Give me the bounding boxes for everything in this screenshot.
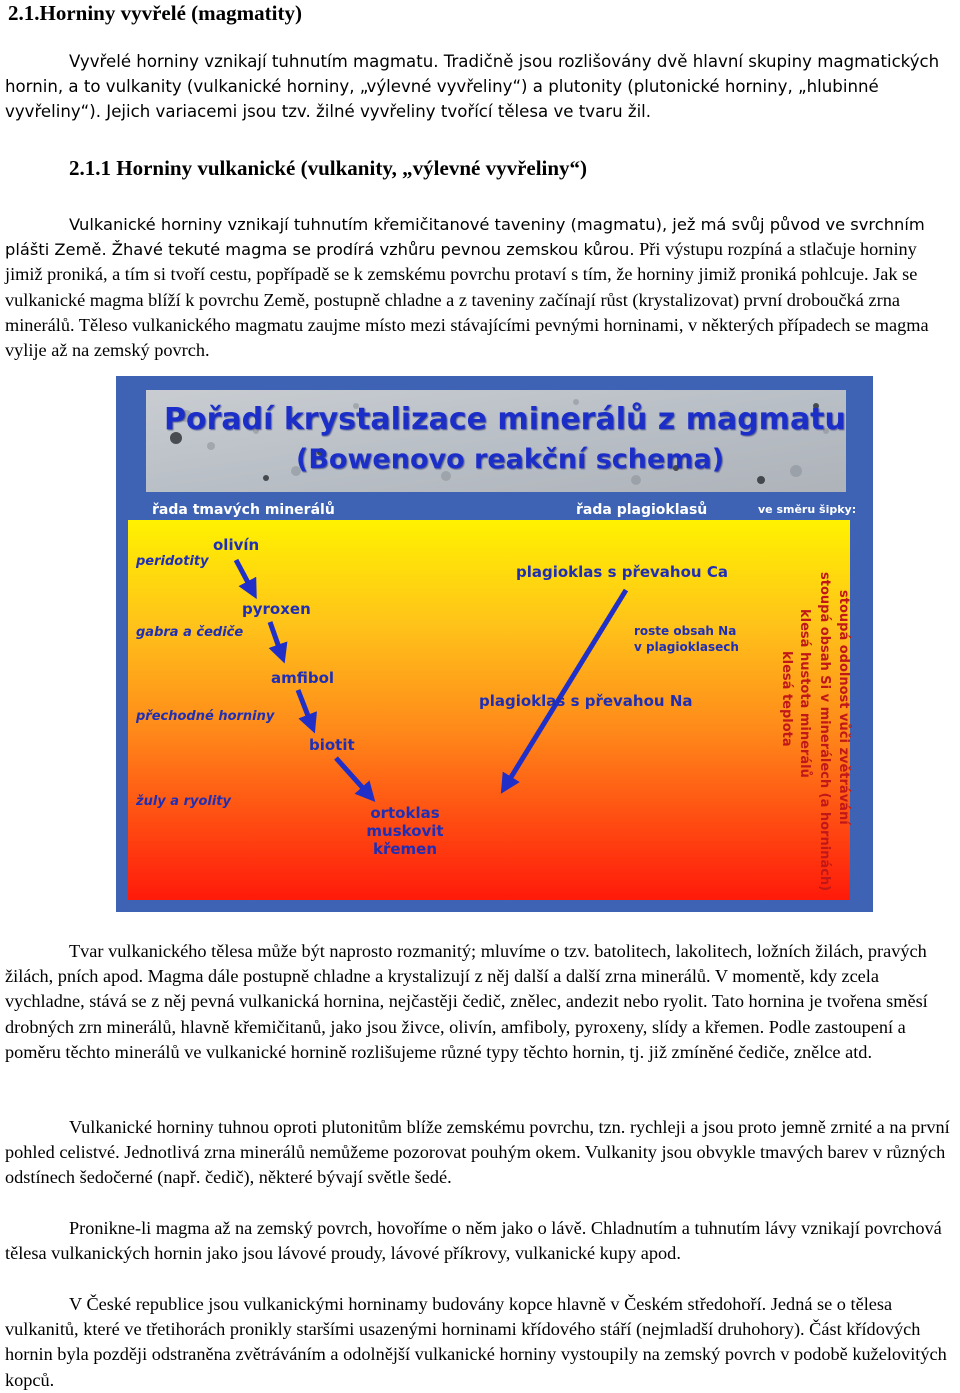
volcanic-paragraph-1-sans: Vulkanické horniny vznikají tuhnutím křemičitanové taveniny (magmatu), jež má svůj původ ve svrchním plášti Země. Žhavé tekuté magma se prodírá vzhůru pevnou zemskou kůrou.	[5, 215, 925, 260]
na-note-line1: roste obsah Na	[634, 624, 737, 638]
rock-label-zuly: žuly a ryolity	[136, 794, 231, 809]
final-mineral-labels	[366, 804, 443, 858]
rock-label-gabra: gabra a čediče	[136, 625, 244, 640]
arrow-direction-label: ve směru šipky:	[758, 503, 857, 516]
trend-si-content: stoupá obsah Si v minerálech (a horninách)	[817, 572, 832, 892]
subsection-heading: 2.1.1 Horniny vulkanické (vulkanity, „výlevné vyvřeliny“)	[69, 156, 588, 180]
trend-temperature: klesá teplota	[779, 651, 794, 747]
rock-label-prechodne: přechodné horniny	[136, 709, 275, 724]
volcanic-paragraph-5: V České republice jsou vulkanickými horninamy budovány kopce hlavně v Českém středohoří. Jedná se o tělesa vulkanitů, které ve třetihorách pronikly staršími usazenými horninami křídového stáří (nejmladší druhohory). Část křídových hornin byla později odstraněna zvětráváním a odolnější vulkanické horniny vystoupily na zemský povrch v podobě kuželovitých kopců.	[5, 1294, 947, 1390]
volcanic-paragraph-1	[5, 212, 957, 363]
na-note-line2: v plagioklasech	[634, 640, 739, 654]
volcanic-paragraph-1-serif: Při výstupu rozpíná a stlačuje horniny jimiž proniká, a tím si tvoří cestu, popřípadě se k zemskému povrchu protaví s tím, že horniny jimiž proniká pohlcuje. Jak se vulkanické magma blíží k povrchu Země, postupně chladne a z taveniny začínají růst (krystalizovat) první droboučká zrna minerálů. Těleso vulkanického magmatu zaujme místo mezi stávajícími pevnými horninami, v některých případech se magma vylije až na zemský povrch.	[5, 239, 929, 361]
dark-series-label: řada tmavých minerálů	[152, 502, 335, 518]
volcanic-paragraph-3: Vulkanické horniny tuhnou oproti plutonitům blíže zemskému povrchu, tzn. rychleji a jsou proto jemně zrnité a na první pohled celistvé. Jednotlivá zrna minerálů nemůžeme pozorovat pouhým okem. Vulkanity jsou obvykle tmavých barev v různých odstínech šedočerné (např. čedič), některé bývají světle šedé.	[5, 1117, 950, 1188]
mineral-pyroxen: pyroxen	[242, 600, 311, 618]
mineral-biotit: biotit	[309, 736, 355, 754]
mineral-kremen: křemen	[372, 840, 438, 858]
trend-density: klesá hustota minerálů	[797, 609, 812, 778]
volcanic-paragraph-4: Pronikne-li magma až na zemský povrch, hovoříme o něm jako o lávě. Chladnutím a tuhnutím lávy vznikají povrchová tělesa vulkanických hornin jako jsou lávové proudy, lávové příkrovy, vulkanické kupy apod.	[5, 1218, 942, 1264]
bowen-reaction-series-figure	[116, 376, 873, 912]
mineral-amfibol: amfibol	[271, 669, 335, 687]
section-heading: 2.1.Horniny vyvřelé (magmatity)	[8, 1, 302, 25]
mineral-ortoklas: ortoklas	[370, 804, 440, 822]
volcanic-paragraph-2: Tvar vulkanického tělesa může být naprosto rozmanitý; mluvíme o tzv. batolitech, lakolitech, ložních žilách, pravých žilách, pních apod. Magma dále postupně chladne a krystalizují z něj další a další zrna minerálů. V momentě, kdy zcela vychladne, stává se z něj pevná vulkanická hornina, nejčastěji čedič, znělec, andezit nebo ryolit. Tato hornina je tvořena směsí drobných zrn minerálů, hlavně křemičitanů, jako jsou živce, olivín, amfiboly, pyroxeny, slídy a křemen. Podle zastoupení a poměru těchto minerálů ve vulkanické hornině rozlišujeme různé typy těchto hornin, tj. již zmíněné čediče, znělce atd.	[5, 941, 928, 1062]
rock-label-peridotity: peridotity	[136, 554, 209, 569]
diagram-title-line2: (Bowenovo reakční schema)	[296, 444, 725, 475]
mineral-muskovit: muskovit	[366, 822, 444, 840]
trend-weathering: stoupá odolnost vůči zvětrávání	[836, 590, 851, 825]
plagioclase-series-label: řada plagioklasů	[576, 502, 708, 518]
intro-paragraph: Vyvřelé horniny vznikají tuhnutím magmatu. Tradičně jsou rozlišovány dvě hlavní skupiny magmatických hornin, a to vulkanity (vulkanické horniny, „výlevné vyvřeliny“) a plutonity (plutonické horniny, „hlubinné vyvřeliny“). Jejich variacemi jsou tzv. žilné vyvřeliny tvořící tělesa ve tvaru žil.	[5, 52, 940, 122]
diagram-title-line1: Pořadí krystalizace minerálů z magmatu	[164, 402, 846, 437]
mineral-olivin: olivín	[213, 536, 260, 554]
plagioclase-ca-label: plagioklas s převahou Ca	[516, 563, 728, 581]
plagioclase-na-label: plagioklas s převahou Na	[479, 692, 693, 710]
